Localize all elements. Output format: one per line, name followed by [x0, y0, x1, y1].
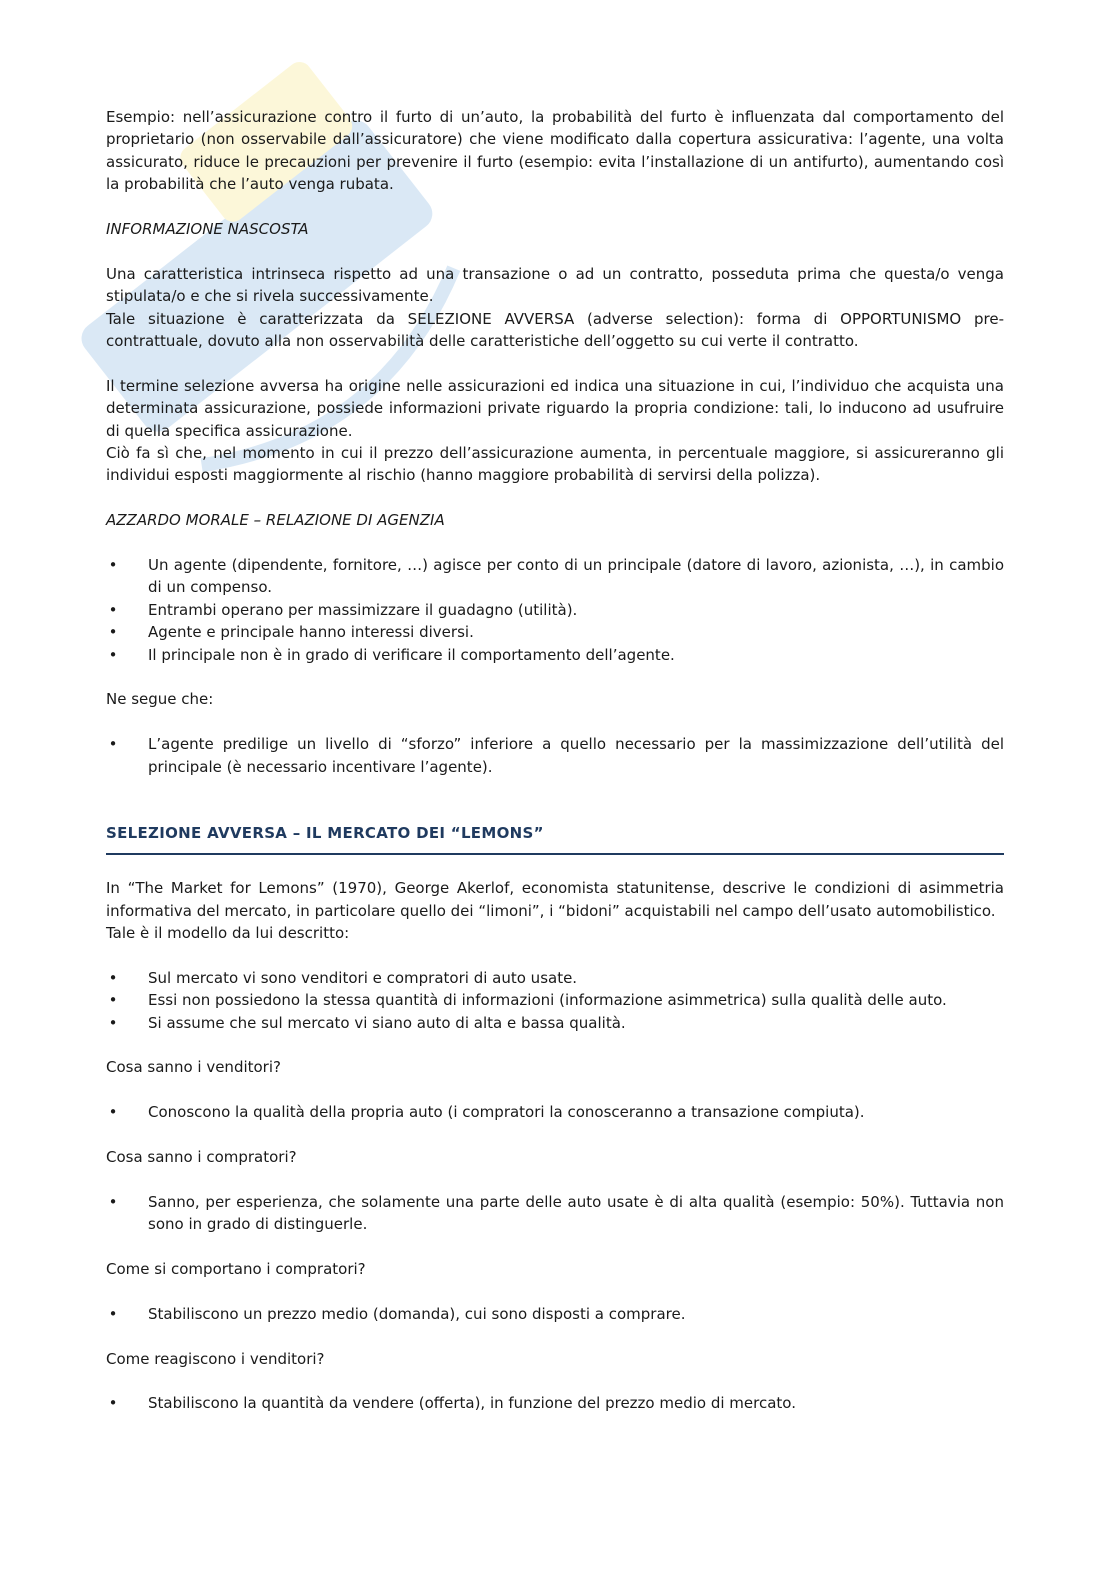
hidden-info-heading: INFORMAZIONE NASCOSTA [106, 220, 309, 239]
list-item-text: Entrambi operano per massimizzare il guadagno (utilità). [148, 600, 578, 619]
follows-paragraph: Ne segue che: [106, 690, 214, 709]
answer-list-4 [106, 1392, 1004, 1414]
lemons-section-title: SELEZIONE AVVERSA – IL MERCATO DEI “LEMONS” [106, 822, 1004, 854]
list-item-text: Stabiliscono la quantità da vendere (offerta), in funzione del prezzo medio di mercato. [148, 1394, 796, 1413]
list-item [106, 1101, 1004, 1123]
list-item-text: Agente e principale hanno interessi diversi. [148, 623, 474, 642]
list-item [106, 621, 1004, 643]
bullet-icon: • [108, 1304, 118, 1323]
list-item [106, 554, 1004, 599]
lemons-model-paragraph: Tale è il modello da lui descritto: [106, 924, 350, 943]
bullet-icon: • [108, 623, 118, 642]
list-item [106, 733, 1004, 778]
moral-hazard-heading: AZZARDO MORALE – RELAZIONE DI AGENZIA [106, 511, 445, 530]
bullet-icon: • [108, 600, 118, 619]
answer-list-1 [106, 1101, 1004, 1123]
list-item [106, 1303, 1004, 1325]
agency-bullet-list [106, 554, 1004, 666]
list-item-text: Il principale non è in grado di verificare il comportamento dell’agente. [148, 645, 675, 664]
bullet-icon: • [108, 1394, 118, 1413]
document-page [106, 106, 1004, 1415]
list-item [106, 1191, 1004, 1236]
bullet-icon: • [108, 968, 118, 987]
list-item-text: Conoscono la qualità della propria auto (i compratori la conosceranno a transazione compiuta). [148, 1103, 865, 1122]
bullet-icon: • [108, 991, 118, 1010]
list-item-text: Sanno, per esperienza, che solamente una parte delle auto usate è di alta qualità (esempio: 50%). Tuttavia non sono in grado di distinguerle. [148, 1192, 1004, 1234]
list-item [106, 989, 1004, 1011]
lemons-intro-paragraph: In “The Market for Lemons” (1970), George Akerlof, economista statunitense, descrive le condizioni di asimmetria informativa del mercato, in particolare quello dei “limoni”, i “bidoni” acquistabili nel campo dell’usato automobilistico. [106, 879, 1004, 920]
answer-list-3 [106, 1303, 1004, 1325]
hidden-info-paragraph-1: Una caratteristica intrinseca rispetto ad una transazione o ad un contratto, posseduta prima che questa/o venga stipulata/o e che si rivela successivamente. [106, 264, 1004, 306]
question-sellers-know: Cosa sanno i venditori? [106, 1058, 281, 1077]
bullet-icon: • [108, 556, 118, 575]
bullet-icon: • [108, 1192, 118, 1211]
bullet-icon: • [108, 1013, 118, 1032]
question-sellers-react: Come reagiscono i venditori? [106, 1349, 325, 1368]
list-item-text: Stabiliscono un prezzo medio (domanda), cui sono disposti a comprare. [148, 1304, 686, 1323]
consequence-bullet-list [106, 733, 1004, 778]
question-buyers-behave: Come si comportano i compratori? [106, 1260, 366, 1279]
bullet-icon: • [108, 735, 118, 754]
bullet-icon: • [108, 645, 118, 664]
hidden-info-paragraph-2: Tale situazione è caratterizzata da SELEZIONE AVVERSA (adverse selection): forma di OPPORTUNISMO pre- contrattuale, dovuto alla non osservabilità delle caratteristiche dell’oggetto su cui verte il contratto. [106, 309, 1004, 351]
list-item-text: L’agente predilige un livello di “sforzo” inferiore a quello necessario per la massimizzazione dell’utilità del principale (è necessario incentivare l’agente). [148, 735, 1004, 776]
list-item [106, 1012, 1004, 1034]
list-item [106, 967, 1004, 989]
list-item [106, 599, 1004, 621]
adverse-selection-paragraph-2: Ciò fa sì che, nel momento in cui il prezzo dell’assicurazione aumenta, in percentuale maggiore, si assicureranno gli individui esposti maggiormente al rischio (hanno maggiore probabilità di servirsi della polizza). [106, 444, 1004, 485]
list-item-text: Si assume che sul mercato vi siano auto di alta e bassa qualità. [148, 1013, 626, 1032]
market-bullet-list [106, 967, 1004, 1034]
example-paragraph: Esempio: nell’assicurazione contro il furto di un’auto, la probabilità del furto è influenzata dal comportamento del proprietario (non osservabile dall’assicuratore) che viene modificato dalla copertura assicurativa: l’agente, una volta assicurato, riduce le precauzioni per prevenire il furto (esempio: evita l’installazione di un antifurto), aumentando così la probabilità che l’auto venga rubata. [106, 108, 1004, 194]
answer-list-2 [106, 1191, 1004, 1236]
bullet-icon: • [108, 1103, 118, 1122]
list-item-text: Un agente (dipendente, fornitore, …) agisce per conto di un principale (datore di lavoro, azionista, …), in cambio di un compenso. [148, 556, 1004, 597]
list-item [106, 1392, 1004, 1414]
list-item [106, 644, 1004, 666]
list-item-text: Essi non possiedono la stessa quantità di informazioni (informazione asimmetrica) sulla qualità delle auto. [148, 991, 947, 1010]
list-item-text: Sul mercato vi sono venditori e compratori di auto usate. [148, 968, 578, 987]
question-buyers-know: Cosa sanno i compratori? [106, 1148, 297, 1167]
adverse-selection-paragraph-1: Il termine selezione avversa ha origine nelle assicurazioni ed indica una situazione in cui, l’individuo che acquista una determinata assicurazione, possiede informazioni private riguardo la propria condizione: tali, lo inducono ad usufruire di quella specifica assicurazione. [106, 376, 1004, 440]
